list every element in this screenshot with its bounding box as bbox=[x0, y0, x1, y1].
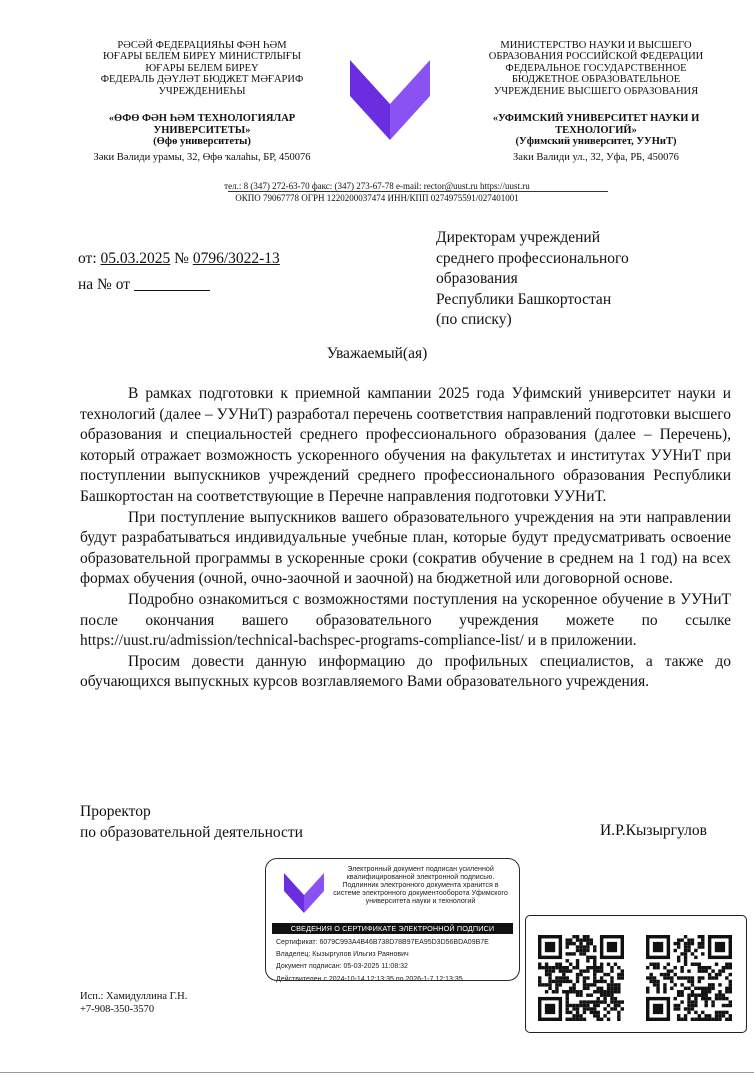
body-paragraph: В рамках подготовки к приемной кампании 2025 года Уфимский университет науки и технологий (далее – УУНиТ) разработал перечень соответствия направлений подготовки высшего образования и специальностей среднего профессионального образования (далее – Перечень), который отражает возможность ускоренного обучения на факультетах и институтах УУНиТ при поступлении выпускников учреждений среднего профессионального образования Республики Башкортостан на соответствующие в Перечне направления подготовки УУНиТ. bbox=[80, 385, 731, 505]
page-bottom-rule bbox=[0, 1072, 754, 1073]
header-left-line: ЮҒАРЫ БЕЛЕМ БИРЕҮ МИНИСТРЛЫҒЫ bbox=[103, 51, 301, 63]
stamp-signed-date: Документ подписан: 05-03-2025 11:08:32 bbox=[276, 963, 408, 971]
header-right-line: УЧРЕЖДЕНИЕ ВЫСШЕГО ОБРАЗОВАНИЯ bbox=[493, 85, 699, 97]
header-right-address: Заки Валиди ул., 32, Уфа, РБ, 450076 bbox=[513, 151, 679, 163]
header-left-short-name: (Өфө университеты) bbox=[153, 136, 251, 148]
header-right-org-line: ТЕХНОЛОГИЙ» bbox=[555, 124, 637, 136]
recipient-block bbox=[436, 228, 736, 331]
header-right-block bbox=[466, 40, 726, 163]
header-right-org bbox=[466, 113, 726, 136]
header-left-org-line: «ӨФӨ ФӘН ҺӘМ ТЕХНОЛОГИЯЛАР bbox=[108, 113, 296, 125]
university-logo-icon bbox=[350, 60, 430, 140]
recipient-line: Директорам учреждений bbox=[436, 229, 600, 246]
recipient-line: (по списку) bbox=[436, 311, 512, 329]
recipient-line: Республики Башкортостан bbox=[436, 290, 612, 308]
header-registry: ОКПО 79067778 ОГРН 1220200037474 ИНН/КПП 0274975591/027401001 bbox=[235, 193, 519, 203]
header-right-line: ФЕДЕРАЛЬНОЕ ГОСУДАРСТВЕННОЕ bbox=[505, 62, 687, 74]
recipient-line: образования bbox=[436, 270, 518, 288]
registration-number-label: № bbox=[174, 250, 189, 267]
header-left-line: РӘСӘЙ ФЕДЕРАЦИЯҺЫ ФӘН ҺӘМ bbox=[117, 40, 287, 51]
header-left-line: ЮҒАРЫ БЕЛЕМ БИРЕҮ bbox=[145, 62, 259, 74]
stamp-certificate: Сертификат: 6079C993A4B46B738D78B97EA95D3D56BDA09B7E bbox=[276, 939, 489, 946]
qr-codes-box bbox=[525, 915, 747, 1033]
executor-phone: +7-908-350-3570 bbox=[80, 1004, 155, 1015]
executor-block bbox=[80, 990, 187, 1016]
signatory-position-line: по образовательной деятельности bbox=[80, 823, 303, 841]
executor-name: Исп.: Хамидуллина Г.Н. bbox=[80, 991, 188, 1002]
header-right-org-line: «УФИМСКИЙ УНИВЕРСИТЕТ НАУКИ И bbox=[492, 113, 700, 125]
header-contacts: тел.: 8 (347) 272-63-70 факс: (347) 273-67-78 e-mail: rector@uust.ru https://uust.ru bbox=[224, 181, 530, 191]
signatory-position-line: Проректор bbox=[80, 803, 151, 820]
electronic-signature-stamp bbox=[265, 858, 520, 981]
header-left-line: ФЕДЕРАЛЬ ДӘҮЛӘТ БЮДЖЕТ МӘҒАРИФ bbox=[100, 74, 304, 86]
header-right-line: БЮДЖЕТНОЕ ОБРАЗОВАТЕЛЬНОЕ bbox=[511, 74, 681, 86]
registration-date: 05.03.2025 bbox=[100, 250, 171, 267]
body-paragraph: Подробно ознакомиться с возможностями поступления на ускоренное обучение в УУНиТ после окончания вашего образовательного учреждения можете по ссылке https://uust.ru/admission/technical-bachspec-programs-compliance-list/ и в приложении. bbox=[80, 590, 731, 650]
signatory-position bbox=[80, 802, 303, 843]
registration-reply-label: на № от bbox=[78, 276, 131, 293]
greeting: Уважаемый(ая) bbox=[326, 345, 428, 362]
header-left-org bbox=[72, 113, 332, 136]
stamp-certificate-header: СВЕДЕНИЯ О СЕРТИФИКАТЕ ЭЛЕКТРОННОЙ ПОДПИСИ bbox=[272, 923, 513, 934]
header-right-line: ОБРАЗОВАНИЯ РОССИЙСКОЙ ФЕДЕРАЦИИ bbox=[488, 51, 704, 63]
header-divider bbox=[228, 191, 608, 192]
body-paragraph: При поступление выпускников вашего образовательного учреждения на эти направлении будут разрабатываться индивидуальные учебные план, которые будут предусматривать освоение образовательной программы в ускоренные сроки (сократив обучение в среднем на 1 год) на всех формах обучения (очной, очно-заочной и заочной) на бюджетной или договорной основе. bbox=[80, 508, 731, 588]
header-right-short-name: (Уфимский университет, УУНиТ) bbox=[515, 136, 677, 148]
letter-body bbox=[80, 384, 731, 693]
stamp-owner: Владелец: Кызыргулов Ильгиз Раянович bbox=[276, 951, 409, 959]
qr-code-icon bbox=[646, 935, 732, 1021]
registration-from-label: от: bbox=[78, 250, 97, 267]
header-left-block bbox=[72, 40, 332, 163]
registration-reply-blank bbox=[134, 276, 210, 291]
signatory-name: И.Р.Кызыргулов bbox=[600, 822, 707, 839]
qr-code-icon bbox=[538, 935, 624, 1021]
stamp-logo-icon bbox=[283, 873, 325, 913]
header-left-line: УЧРЕЖДЕНИЕҺЫ bbox=[158, 85, 246, 97]
stamp-note: Электронный документ подписан усиленной квалифицированной электронной подписью. Подлинник электронного документа хранится в системе электронного документооборота Уфимского университета науки и технологий bbox=[333, 865, 508, 905]
registration-block bbox=[78, 246, 280, 298]
header-left-org-line: УНИВЕРСИТЕТЫ» bbox=[153, 124, 251, 136]
header-left-address: Зәки Вәлиди урамы, 32, Өфө ҡалаһы, БР, 450076 bbox=[93, 151, 311, 163]
registration-number: 0796/3022-13 bbox=[192, 250, 280, 267]
stamp-validity: Действителен с 2024-10-14 12:13:35 по 2026-1-7 12:13:35 bbox=[276, 975, 463, 983]
header-right-line: МИНИСТЕРСТВО НАУКИ И ВЫСШЕГО bbox=[500, 40, 692, 51]
body-paragraph: Просим довести данную информацию до профильных специалистов, а также до обучающихся выпускных курсов возглавляемого Вами образовательного учреждения. bbox=[80, 652, 731, 691]
recipient-line: среднего профессионального bbox=[436, 249, 629, 267]
